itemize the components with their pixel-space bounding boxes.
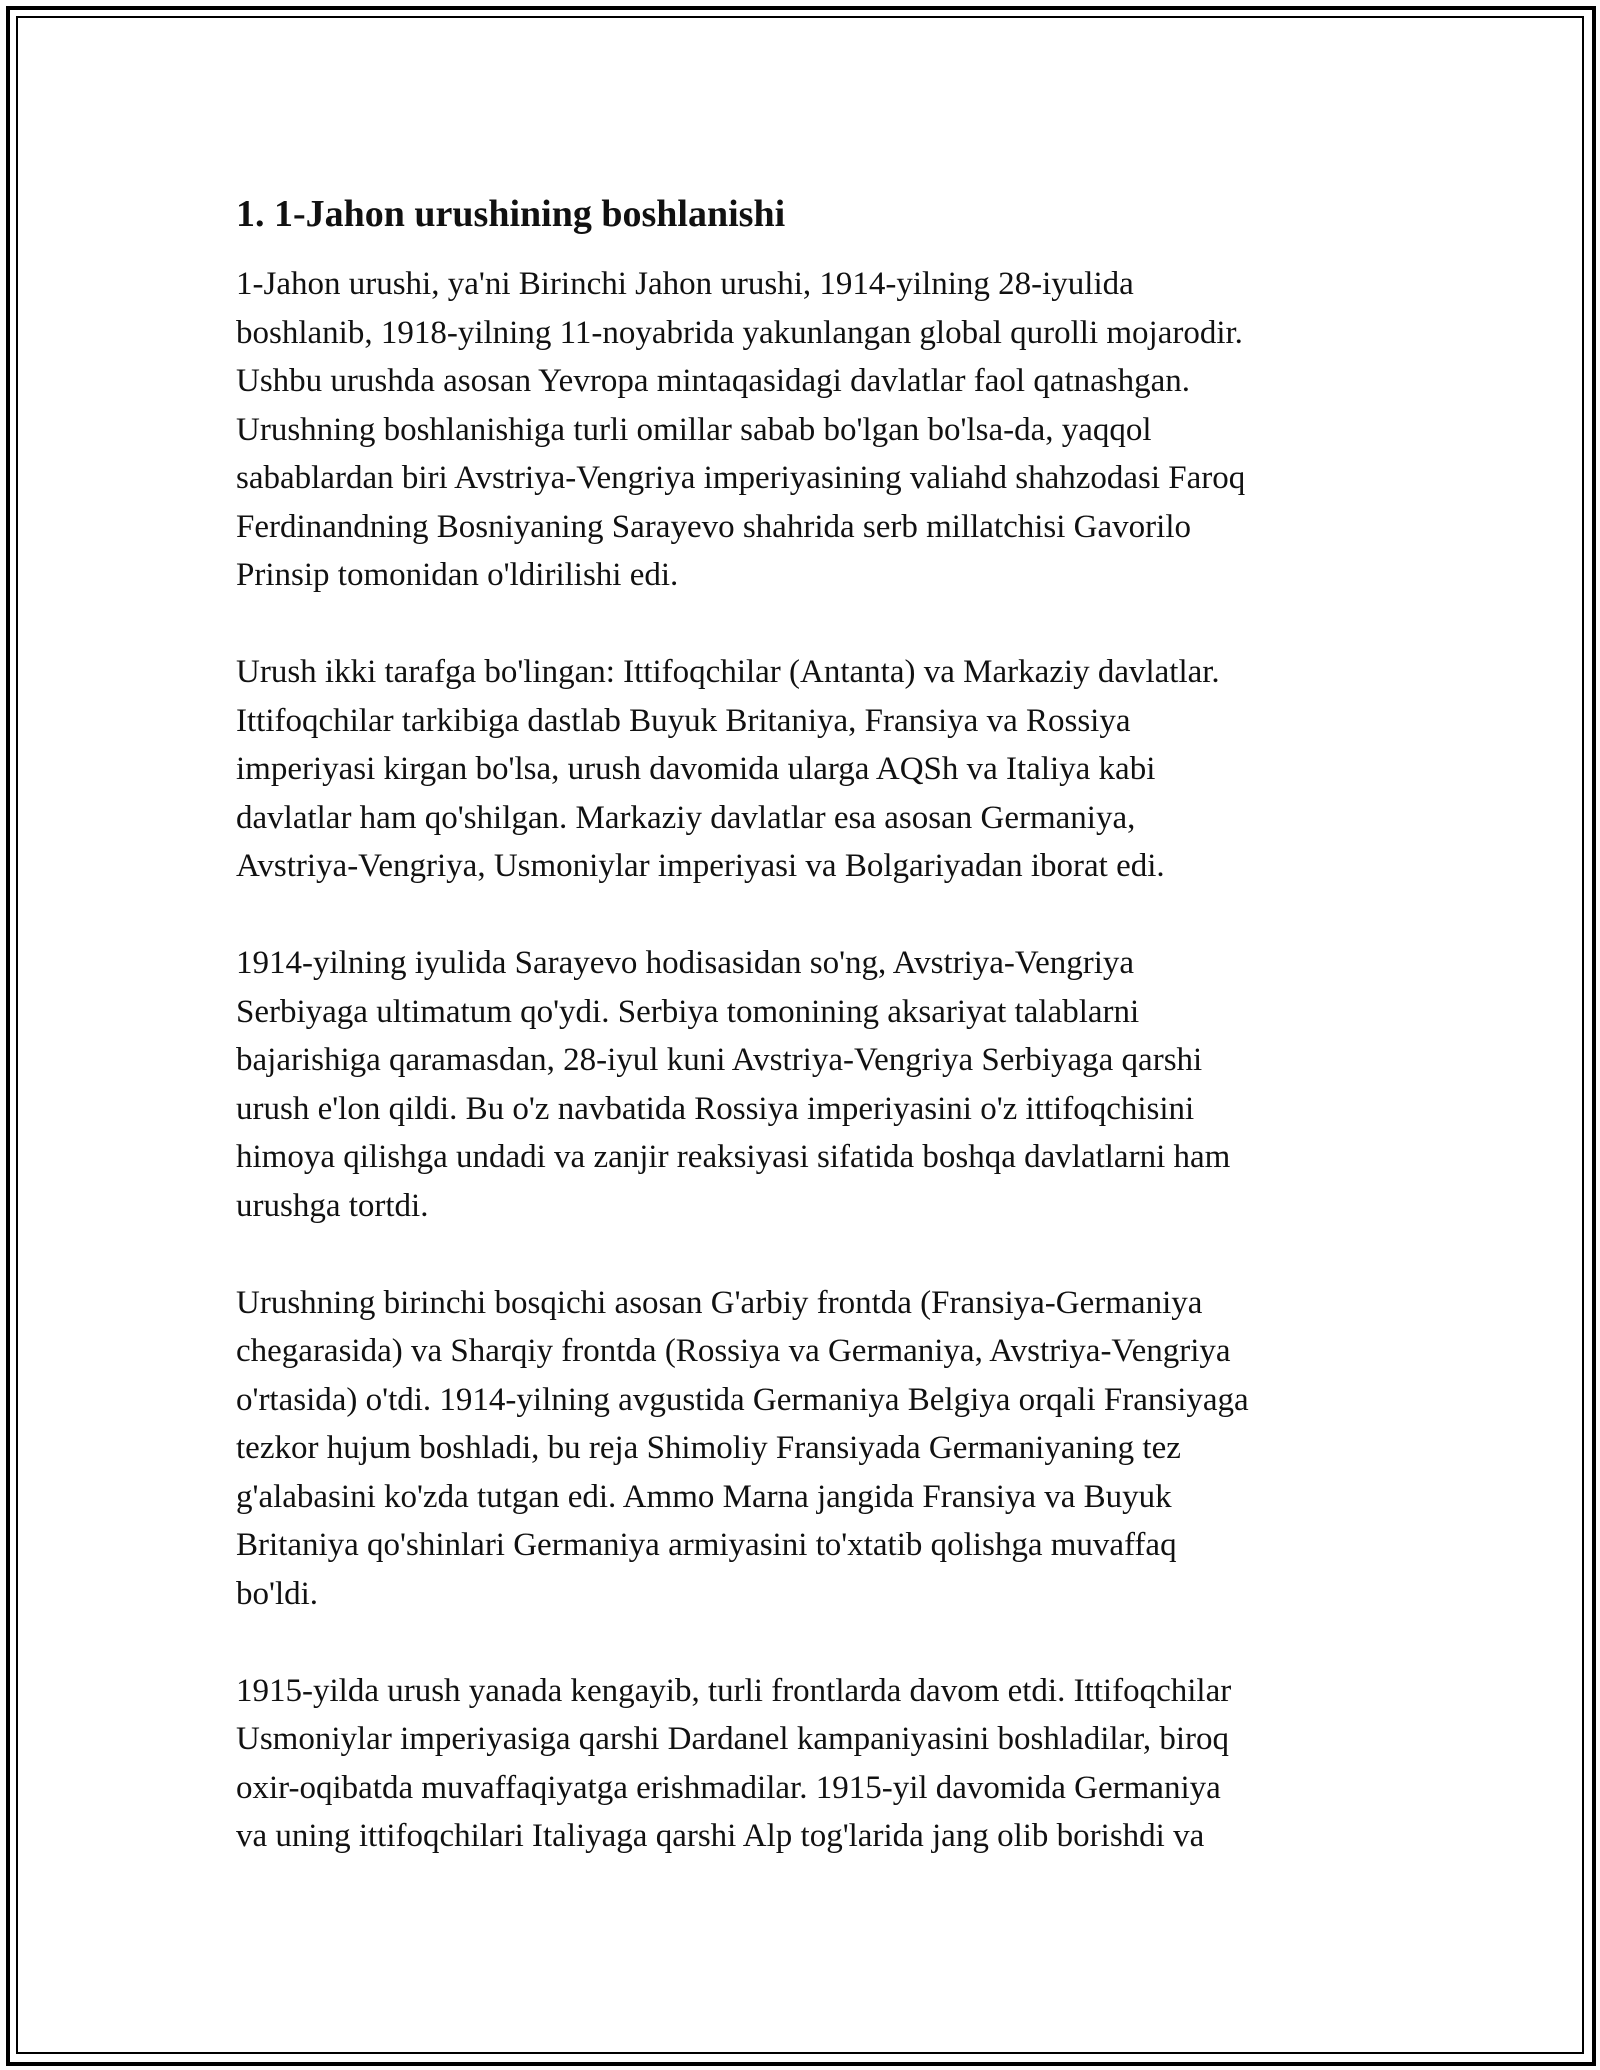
text-line: urush e'lon qildi. Bu o'z navbatida Rossiya imperiyasini o'z ittifoqchisini	[236, 1090, 1195, 1127]
text-line: Avstriya-Vengriya, Usmoniylar imperiyasi va Bolgariyadan iborat edi.	[236, 848, 1165, 884]
text-line: boshlanib, 1918-yilning 11-noyabrida yakunlangan global qurolli mojarodir.	[236, 314, 1243, 351]
text-line: Ushbu urushda asosan Yevropa mintaqasidagi davlatlar faol qatnashgan.	[236, 363, 1191, 399]
text-line: 1-Jahon urushi, ya'ni Birinchi Jahon urushi, 1914-yilning 28-iyulida	[236, 266, 1134, 302]
text-line: davlatlar ham qo'shilgan. Markaziy davlatlar esa asosan Germaniya,	[236, 799, 1136, 836]
paragraph-2	[236, 648, 1386, 891]
paragraph-5	[236, 1667, 1386, 1861]
text-line: 1914-yilning iyulida Sarayevo hodisasidan so'ng, Avstriya-Vengriya	[236, 945, 1135, 981]
text-line: Ferdinandning Bosniyaning Sarayevo shahrida serb millatchisi Gavorilo	[236, 508, 1191, 545]
text-line: bo'ldi.	[236, 1575, 319, 1612]
document-body	[236, 190, 1386, 1909]
text-line: Urushning birinchi bosqichi asosan G'arbiy frontda (Fransiya-Germaniya	[236, 1284, 1203, 1321]
text-line: va uning ittifoqchilari Italiyaga qarshi Alp tog'larida jang olib borishdi va	[236, 1818, 1205, 1854]
text-line: chegarasida) va Sharqiy frontda (Rossiya va Germaniya, Avstriya-Vengriya	[236, 1333, 1231, 1369]
paragraph-3	[236, 939, 1386, 1230]
text-line: Urush ikki tarafga bo'lingan: Ittifoqchilar (Antanta) va Markaziy davlatlar.	[236, 654, 1220, 690]
text-line: Britaniya qo'shinlari Germaniya armiyasini to'xtatib qolishga muvaffaq	[236, 1527, 1177, 1563]
text-line: Usmoniylar imperiyasiga qarshi Dardanel kampaniyasini boshladilar, biroq	[236, 1721, 1230, 1757]
section-heading: 1. 1-Jahon urushining boshlanishi	[236, 193, 786, 235]
text-line: sabablardan biri Avstriya-Vengriya imperiyasining valiahd shahzodasi Faroq	[236, 460, 1246, 496]
text-line: 1915-yilda urush yanada kengayib, turli frontlarda davom etdi. Ittifoqchilar	[236, 1672, 1232, 1709]
text-line: Serbiyaga ultimatum qo'ydi. Serbiya tomonining aksariyat talablarni	[236, 993, 1140, 1030]
text-line: tezkor hujum boshladi, bu reja Shimoliy Fransiyada Germaniyaning tez	[236, 1430, 1181, 1466]
text-line: Urushning boshlanishiga turli omillar sabab bo'lgan bo'lsa-da, yaqqol	[236, 411, 1152, 448]
text-line: Prinsip tomonidan o'ldirilishi edi.	[236, 557, 679, 593]
text-line: o'rtasida) o'tdi. 1914-yilning avgustida Germaniya Belgiya orqali Fransiyaga	[236, 1381, 1249, 1418]
text-line: g'alabasini ko'zda tutgan edi. Ammo Marna jangida Fransiya va Buyuk	[236, 1478, 1172, 1515]
text-line: bajarishiga qaramasdan, 28-iyul kuni Avstriya-Vengriya Serbiyaga qarshi	[236, 1042, 1203, 1078]
text-line: himoya qilishga undadi va zanjir reaksiyasi sifatida boshqa davlatlarni ham	[236, 1139, 1231, 1175]
text-line: Ittifoqchilar tarkibiga dastlab Buyuk Britaniya, Fransiya va Rossiya	[236, 702, 1131, 739]
paragraph-1	[236, 260, 1386, 600]
text-line: oxir-oqibatda muvaffaqiyatga erishmadilar. 1915-yil davomida Germaniya	[236, 1769, 1221, 1806]
text-line: urushga tortdi.	[236, 1187, 429, 1224]
paragraph-4	[236, 1279, 1386, 1619]
text-line: imperiyasi kirgan bo'lsa, urush davomida ularga AQSh va Italiya kabi	[236, 751, 1156, 787]
